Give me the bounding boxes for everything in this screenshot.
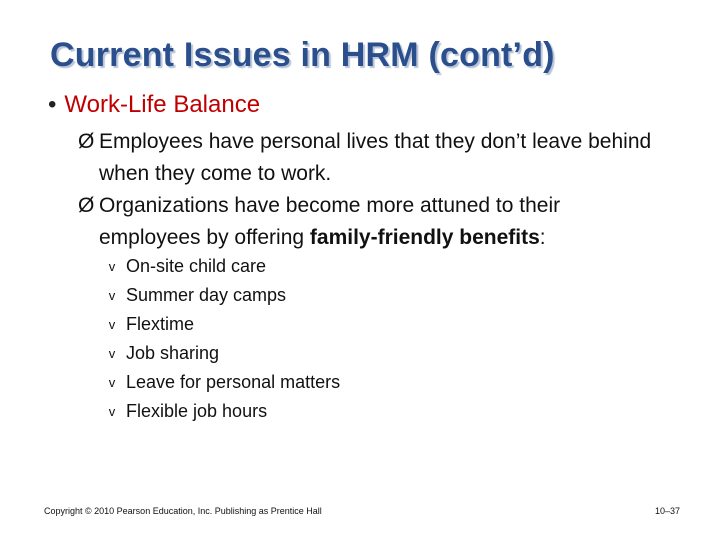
sub-bullet-employees: [78, 126, 659, 190]
diamond-bullet-icon: v: [108, 375, 116, 390]
sub-bullet-text-tail: :: [539, 226, 546, 249]
sub-bullet-text: [78, 190, 659, 254]
bullet-work-life-balance: [48, 91, 260, 119]
arrow-bullet-icon: Ø: [78, 194, 95, 217]
diamond-bullet-icon: v: [108, 346, 116, 361]
sub-bullet-bold-term: family-friendly benefits: [309, 226, 540, 249]
arrow-bullet-icon: Ø: [78, 130, 95, 153]
sub-bullet-text-lead: Organizations have become more attuned to their employees by offering: [99, 194, 561, 249]
diamond-bullet-icon: v: [108, 288, 116, 303]
benefit-label: Job sharing: [126, 343, 220, 363]
list-item: [104, 310, 340, 339]
bullet-heading: Work-Life Balance: [64, 91, 261, 118]
benefits-list: [104, 252, 340, 426]
list-item: [104, 252, 340, 281]
benefit-label: Summer day camps: [126, 285, 287, 305]
bullet-dot-icon: •: [48, 91, 57, 118]
slide-title: Current Issues in HRM (cont’d): [50, 36, 555, 74]
sub-bullet-organizations: [78, 190, 659, 254]
footer-page-number: 10–37: [654, 506, 680, 516]
diamond-bullet-icon: v: [108, 259, 116, 274]
sub-bullet-text: Employees have personal lives that they don’t leave behind when they come to work.: [99, 130, 652, 185]
benefit-label: Flexible job hours: [126, 401, 268, 421]
list-item: [104, 397, 340, 426]
diamond-bullet-icon: v: [108, 317, 116, 332]
benefit-label: Leave for personal matters: [126, 372, 341, 392]
list-item: [104, 281, 340, 310]
list-item: [104, 368, 340, 397]
benefit-label: On-site child care: [126, 256, 267, 276]
list-item: [104, 339, 340, 368]
benefit-label: Flextime: [126, 314, 195, 334]
diamond-bullet-icon: v: [108, 404, 116, 419]
footer-copyright: Copyright © 2010 Pearson Education, Inc. Publishing as Prentice Hall: [44, 506, 322, 516]
